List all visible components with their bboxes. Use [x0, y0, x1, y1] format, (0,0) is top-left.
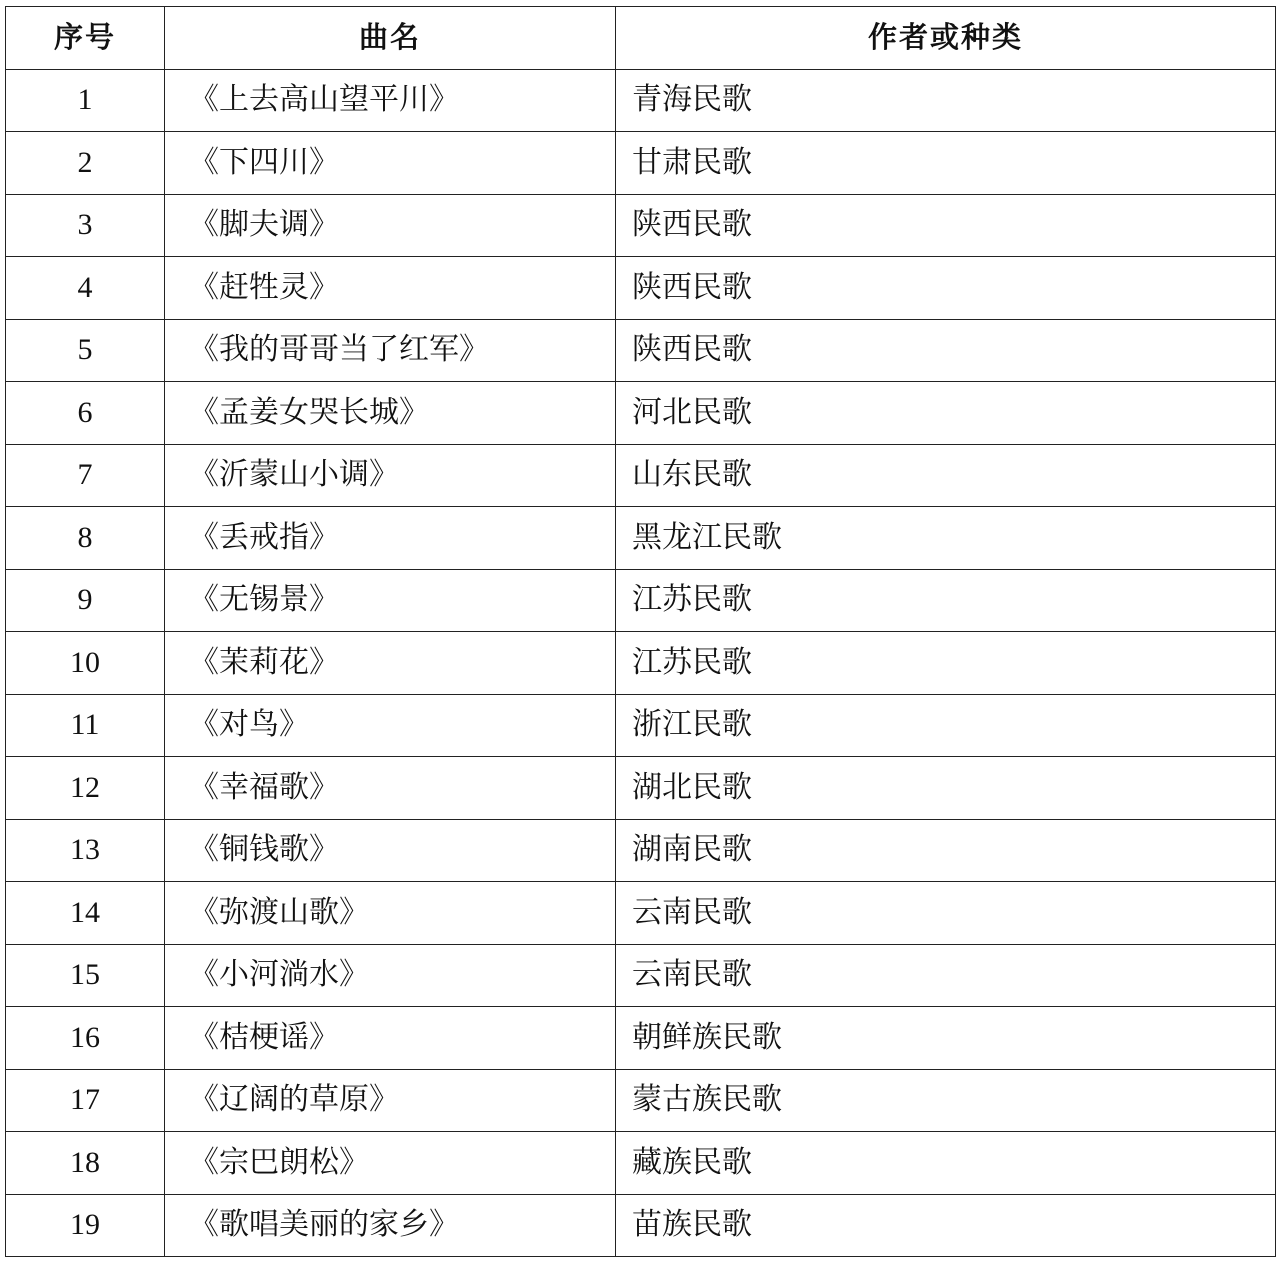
row-song-title: 《脚夫调》 — [165, 194, 616, 257]
row-serial-number: 4 — [6, 257, 165, 320]
row-song-title: 《宗巴朗松》 — [165, 1132, 616, 1195]
row-author-or-category: 陕西民歌 — [616, 257, 1276, 320]
table-row — [6, 944, 1276, 1007]
row-song-title: 《对鸟》 — [165, 694, 616, 757]
row-author-or-category: 云南民歌 — [616, 944, 1276, 1007]
row-author-or-category: 朝鲜族民歌 — [616, 1007, 1276, 1070]
row-author-or-category: 山东民歌 — [616, 444, 1276, 507]
row-serial-number: 5 — [6, 319, 165, 382]
row-song-title: 《上去高山望平川》 — [165, 69, 616, 132]
table-row — [6, 819, 1276, 882]
row-serial-number: 10 — [6, 632, 165, 695]
table-row — [6, 1132, 1276, 1195]
row-song-title: 《丢戒指》 — [165, 507, 616, 570]
row-author-or-category: 云南民歌 — [616, 882, 1276, 945]
table-row — [6, 444, 1276, 507]
row-author-or-category: 河北民歌 — [616, 382, 1276, 445]
row-author-or-category: 蒙古族民歌 — [616, 1069, 1276, 1132]
row-song-title: 《无锡景》 — [165, 569, 616, 632]
row-author-or-category: 江苏民歌 — [616, 569, 1276, 632]
song-table — [5, 6, 1276, 1257]
row-author-or-category: 苗族民歌 — [616, 1194, 1276, 1257]
table-row — [6, 694, 1276, 757]
table-row — [6, 69, 1276, 132]
row-song-title: 《幸福歌》 — [165, 757, 616, 820]
row-serial-number: 3 — [6, 194, 165, 257]
row-author-or-category: 甘肃民歌 — [616, 132, 1276, 195]
row-song-title: 《下四川》 — [165, 132, 616, 195]
row-author-or-category: 湖南民歌 — [616, 819, 1276, 882]
table-header-row — [6, 7, 1276, 70]
row-serial-number: 17 — [6, 1069, 165, 1132]
table-row — [6, 632, 1276, 695]
row-song-title: 《小河淌水》 — [165, 944, 616, 1007]
row-author-or-category: 陕西民歌 — [616, 319, 1276, 382]
row-serial-number: 14 — [6, 882, 165, 945]
row-song-title: 《辽阔的草原》 — [165, 1069, 616, 1132]
row-serial-number: 18 — [6, 1132, 165, 1195]
header-author-or-category: 作者或种类 — [616, 7, 1276, 70]
row-serial-number: 15 — [6, 944, 165, 1007]
row-author-or-category: 藏族民歌 — [616, 1132, 1276, 1195]
table-row — [6, 1194, 1276, 1257]
header-song-title: 曲名 — [165, 7, 616, 70]
row-author-or-category: 陕西民歌 — [616, 194, 1276, 257]
row-song-title: 《歌唱美丽的家乡》 — [165, 1194, 616, 1257]
row-author-or-category: 江苏民歌 — [616, 632, 1276, 695]
table-row — [6, 194, 1276, 257]
row-author-or-category: 青海民歌 — [616, 69, 1276, 132]
row-serial-number: 1 — [6, 69, 165, 132]
table-row — [6, 1007, 1276, 1070]
row-serial-number: 13 — [6, 819, 165, 882]
row-song-title: 《弥渡山歌》 — [165, 882, 616, 945]
row-serial-number: 9 — [6, 569, 165, 632]
song-table-container — [5, 6, 1275, 1257]
row-song-title: 《茉莉花》 — [165, 632, 616, 695]
row-serial-number: 6 — [6, 382, 165, 445]
row-serial-number: 7 — [6, 444, 165, 507]
table-row — [6, 319, 1276, 382]
table-row — [6, 257, 1276, 320]
row-song-title: 《桔梗谣》 — [165, 1007, 616, 1070]
table-row — [6, 569, 1276, 632]
row-song-title: 《铜钱歌》 — [165, 819, 616, 882]
row-serial-number: 19 — [6, 1194, 165, 1257]
table-row — [6, 882, 1276, 945]
row-serial-number: 16 — [6, 1007, 165, 1070]
row-serial-number: 2 — [6, 132, 165, 195]
row-serial-number: 8 — [6, 507, 165, 570]
table-row — [6, 507, 1276, 570]
table-row — [6, 1069, 1276, 1132]
header-serial-number: 序号 — [6, 7, 165, 70]
row-author-or-category: 浙江民歌 — [616, 694, 1276, 757]
row-song-title: 《赶牲灵》 — [165, 257, 616, 320]
table-body — [6, 69, 1276, 1257]
row-song-title: 《我的哥哥当了红军》 — [165, 319, 616, 382]
row-author-or-category: 湖北民歌 — [616, 757, 1276, 820]
table-row — [6, 382, 1276, 445]
row-song-title: 《孟姜女哭长城》 — [165, 382, 616, 445]
table-row — [6, 757, 1276, 820]
row-serial-number: 11 — [6, 694, 165, 757]
table-row — [6, 132, 1276, 195]
row-song-title: 《沂蒙山小调》 — [165, 444, 616, 507]
row-author-or-category: 黑龙江民歌 — [616, 507, 1276, 570]
row-serial-number: 12 — [6, 757, 165, 820]
